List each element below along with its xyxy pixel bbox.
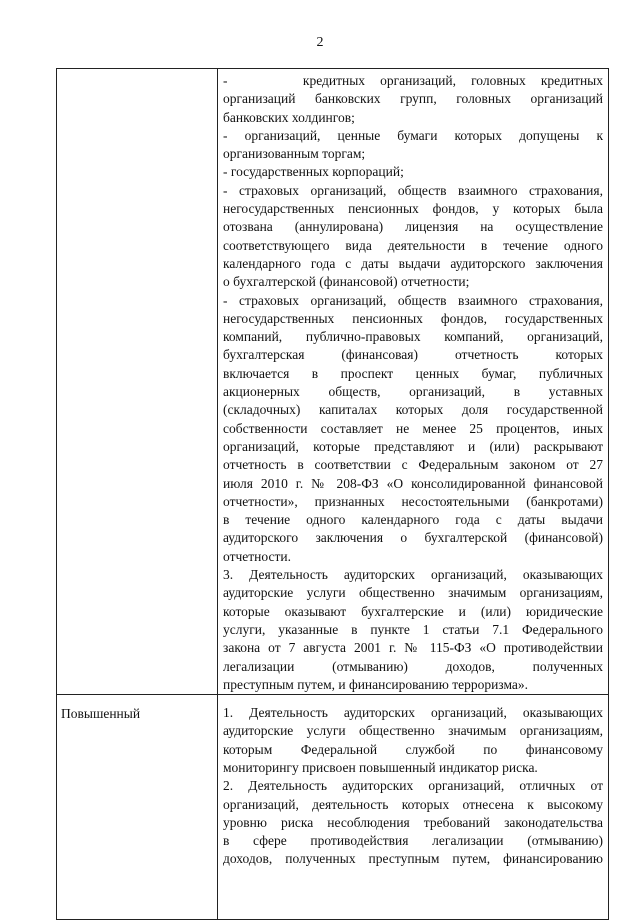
text-line: акционерных обществ, организаций, в уставных	[223, 384, 603, 400]
text-line: в течение одного календарного года с даты выдачи	[223, 512, 603, 528]
text-line: 3. Деятельность аудиторских организаций, оказывающих	[223, 567, 603, 583]
text-line: доходов, полученных преступным путем, финансированию	[223, 851, 603, 867]
text-line: - страховых организаций, обществ взаимного страхования,	[223, 182, 603, 198]
text-line: мониторингу присвоен повышенный индикатор риска.	[223, 759, 538, 775]
table-row	[57, 69, 609, 695]
text-line: бухгалтерская (финансовая) отчетность которых	[223, 347, 603, 363]
text-line: закона от 7 августа 2001 г. № 115-ФЗ «О противодействии	[223, 640, 603, 656]
text-line: негосударственных пенсионных фондов, государственных	[223, 310, 603, 326]
text-line: 1. Деятельность аудиторских организаций, оказывающих	[223, 705, 603, 721]
text-line: преступным путем, и финансированию терроризма».	[223, 676, 529, 692]
text-line: - страховых организаций, обществ взаимного страхования,	[223, 292, 603, 308]
text-line: которым Федеральной службой по финансовому	[223, 741, 603, 757]
text-line: отчетности», признанных несостоятельными (банкротами)	[223, 493, 603, 509]
text-line: организаций банковских групп, головных организаций	[223, 91, 603, 107]
text-line: в сфере противодействия легализации (отмыванию)	[223, 833, 603, 849]
text-line: легализации (отмыванию) доходов, полученных	[223, 658, 603, 674]
activity-description-cell	[218, 69, 609, 695]
table-row	[57, 695, 609, 920]
text-line: отчетности.	[223, 548, 291, 564]
text-line: календарного года с даты выдачи аудиторского заключения	[223, 255, 603, 271]
text-line: услуги, указанные в пункте 1 статьи 7.1 Федерального	[223, 621, 603, 637]
text-line: организаций, которые представляют и (или) раскрывают	[223, 438, 603, 454]
text-line: аудиторские услуги общественно значимым организациям,	[223, 723, 603, 739]
text-line: июля 2010 г. № 208-ФЗ «О консолидированной финансовой	[223, 475, 603, 491]
text-line: компаний, публично-правовых компаний, организаций,	[223, 329, 603, 345]
text-line: 2. Деятельность аудиторских организаций, отличных от	[223, 778, 603, 794]
text-line: о бухгалтерской (финансовой) отчетности;	[223, 274, 470, 290]
text-line: уровню риска несоблюдения требований законодательства	[223, 814, 603, 830]
risk-level-cell: Повышенный	[57, 695, 218, 920]
text-line: организованным торгам;	[223, 146, 366, 162]
text-line: организаций, деятельность которых отнесена к высокому	[223, 796, 603, 812]
page-number: 2	[316, 35, 324, 50]
text-line: - организаций, ценные бумаги которых допущены к	[223, 127, 603, 143]
text-line: отчетность в соответствии с Федеральным законом от 27	[223, 457, 603, 473]
activity-description-cell	[218, 695, 609, 920]
text-line: которые оказывают бухгалтерские и (или) юридические	[223, 603, 603, 619]
text-line: аудиторские услуги общественно значимым организациям,	[223, 585, 603, 601]
text-line: аудиторского заключения о бухгалтерской (финансовой)	[223, 530, 603, 546]
text-line: отозвана (аннулирована) лицензия на осуществление	[223, 219, 603, 235]
text-line: (складочных) капиталах которых доля государственной	[223, 402, 603, 418]
risk-level-table	[56, 68, 609, 920]
text-line: банковских холдингов;	[223, 109, 355, 125]
text-line: собственности составляет не менее 25 процентов, иных	[223, 420, 603, 436]
text-line: негосударственных пенсионных фондов, у которых была	[223, 201, 603, 217]
text-line: - государственных корпораций;	[223, 164, 404, 180]
text-line: - кредитных организаций, головных кредитных	[223, 73, 603, 88]
risk-level-cell	[57, 69, 218, 695]
text-line: включается в проспект ценных бумаг, публичных	[223, 365, 603, 381]
text-line: соответствующего вида деятельности в течение одного	[223, 237, 603, 253]
